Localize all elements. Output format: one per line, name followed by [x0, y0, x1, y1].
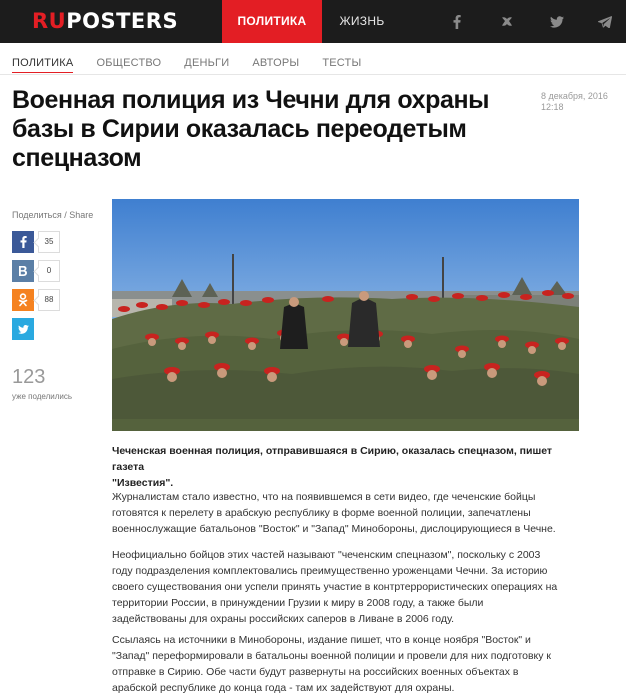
subnav-item-politics[interactable]: ПОЛИТИКА	[12, 57, 73, 73]
twitter-share-button[interactable]	[12, 318, 34, 340]
logo-ru: RU	[32, 9, 67, 33]
article-title	[12, 86, 512, 173]
photo-caption	[112, 443, 582, 491]
vk-icon	[18, 266, 28, 277]
odnoklassniki-icon	[18, 293, 28, 307]
facebook-icon[interactable]	[442, 0, 472, 43]
publish-time: 12:18	[541, 102, 564, 112]
vk-share-button[interactable]	[12, 260, 34, 282]
paragraph-line: военнослужащие батальонов "Восток" и "Запад" Минобороны, дислоцирующиеся в Чечне.	[112, 523, 556, 535]
top-bar	[0, 0, 626, 43]
paragraph-line: году подразделения комплектовались преимущественно уроженцами Чечни. За историю	[112, 565, 548, 577]
subnav-item-authors[interactable]: АВТОРЫ	[252, 57, 300, 69]
twitter-icon	[18, 325, 29, 334]
twitter-icon[interactable]	[542, 0, 572, 43]
telegram-icon[interactable]	[590, 0, 620, 43]
nav-item-life[interactable]: ЖИЗНЬ	[339, 14, 385, 28]
header-divider	[0, 74, 626, 75]
section-nav	[12, 57, 384, 73]
subnav-item-money[interactable]: ДЕНЬГИ	[184, 57, 230, 69]
facebook-icon	[20, 236, 27, 248]
site-logo[interactable]	[32, 10, 178, 32]
paragraph-line: задействованы для охраны российских саперов в Ливане в 2006 году.	[112, 613, 455, 625]
logo-posters: POSTERS	[66, 9, 179, 33]
paragraph-line: готовятся к перелету в арабскую республику в форме военной полиции, запечатлены	[112, 507, 531, 519]
vk-icon[interactable]	[492, 0, 522, 43]
vk-share-count: 0	[38, 260, 60, 282]
nav-item-politics[interactable]: ПОЛИТИКА	[222, 0, 322, 43]
odnoklassniki-share-button[interactable]	[12, 289, 34, 311]
share-odnoklassniki	[12, 289, 60, 311]
paragraph-line: Неофициально бойцов этих частей называют "чеченским спецназом", поскольку с 2003	[112, 549, 541, 561]
paragraph-line: территории России, в принуждении Грузии к миру в 2008 году, а также были	[112, 597, 484, 609]
article-paragraph	[112, 547, 582, 627]
paragraph-line: Журналистам стало известно, что на появившемся в сети видео, где чеченские бойцы	[112, 491, 536, 503]
paragraph-line: арабской республике до конца года - там их задействуют для охраны.	[112, 682, 455, 694]
share-total-label: уже поделились	[12, 392, 73, 401]
title-line: спецназом	[12, 144, 142, 172]
subnav-item-tests[interactable]: ТЕСТЫ	[322, 57, 362, 69]
article-photo	[112, 199, 579, 431]
odnoklassniki-share-count: 88	[38, 289, 60, 311]
article-paragraph	[112, 632, 582, 696]
subnav-item-society[interactable]: ОБЩЕСТВО	[96, 57, 162, 69]
share-twitter	[12, 318, 34, 340]
facebook-share-button[interactable]	[12, 231, 34, 253]
share-vk	[12, 260, 60, 282]
share-facebook	[12, 231, 60, 253]
facebook-share-count: 35	[38, 231, 60, 253]
paragraph-line: своего существования они успели принять участие в контртеррористических операциях на	[112, 581, 558, 593]
publish-date-day: 8 декабря, 2016	[541, 91, 608, 101]
soldiers-group-photo	[112, 199, 579, 431]
paragraph-line: "Запад" переформировали в батальоны военной полиции и провели для них подготовку к	[112, 650, 552, 662]
share-label: Поделиться / Share	[12, 210, 94, 220]
caption-line: Чеченская военная полиция, отправившаяся в Сирию, оказалась спецназом, пишет газета	[112, 445, 553, 473]
paragraph-line: Ссылаясь на источники в Минобороны, издание пишет, что в конце ноября "Восток" и	[112, 634, 531, 646]
title-line: Военная полиция из Чечни для охраны	[12, 86, 490, 114]
article-paragraph	[112, 489, 582, 537]
publish-date	[541, 91, 621, 113]
share-total-count: 123	[12, 366, 46, 388]
paragraph-line: отправке в Сирию. Обе части будут развернуты на российских военных объектах в	[112, 666, 519, 678]
title-line: базы в Сирии оказалась переодетым	[12, 115, 467, 143]
caption-line: "Известия".	[112, 477, 174, 489]
